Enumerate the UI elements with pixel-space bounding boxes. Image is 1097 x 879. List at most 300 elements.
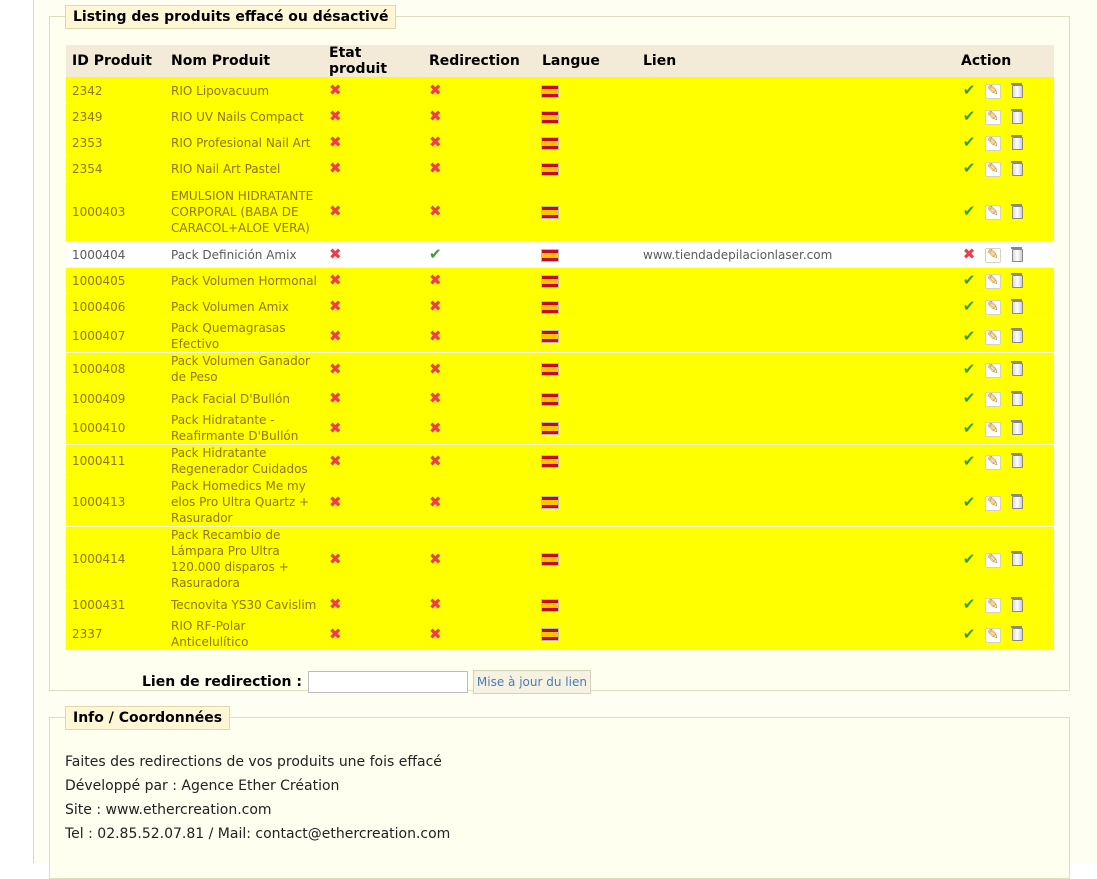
cell-action <box>955 478 1054 527</box>
cell-redirect <box>423 527 536 592</box>
check-icon: ✔ <box>962 81 976 99</box>
cross-icon: ✖ <box>329 297 342 315</box>
cross-icon: ✖ <box>429 326 442 345</box>
delete-action-button[interactable] <box>1009 421 1025 437</box>
cross-icon: ✖ <box>429 595 442 613</box>
cell-name: Pack Homedics Me my elos Pro Ultra Quartz + Rasurador <box>165 478 323 527</box>
cell-redirect <box>423 130 536 156</box>
table-row <box>66 78 1054 104</box>
cell-action <box>955 156 1054 182</box>
cell-link <box>637 320 955 353</box>
cell-name: Tecnovita YS30 Cavislim <box>165 592 323 618</box>
cell-redirect <box>423 478 536 527</box>
pencil-icon: ✎ <box>985 136 1001 151</box>
update-link-button[interactable]: Mise à jour du lien <box>473 670 591 694</box>
cell-name: Pack Quemagrasas Efectivo <box>165 320 323 353</box>
edit-action-button[interactable] <box>985 135 1001 151</box>
info-line-description: Faites des redirections de vos produits une fois effacé <box>65 754 442 770</box>
delete-action-button[interactable] <box>1009 454 1025 470</box>
delete-action-button[interactable] <box>1009 299 1025 315</box>
info-fieldset <box>49 710 1070 879</box>
cross-icon: ✖ <box>329 81 342 99</box>
cross-icon: ✖ <box>329 549 342 568</box>
trash-icon <box>1012 275 1023 288</box>
table-row <box>66 320 1054 353</box>
cell-language <box>536 353 637 386</box>
cell-link <box>637 478 955 527</box>
cross-icon: ✖ <box>329 359 342 378</box>
edit-action-button[interactable] <box>985 552 1001 568</box>
cell-name: Pack Volumen Hormonal <box>165 268 323 294</box>
check-icon: ✔ <box>962 107 976 125</box>
cell-redirect <box>423 412 536 445</box>
edit-action-button[interactable] <box>985 329 1001 345</box>
cell-language <box>536 242 637 268</box>
spain-flag-icon <box>542 554 558 565</box>
cross-icon: ✖ <box>329 418 342 437</box>
table-row <box>66 242 1054 268</box>
cell-redirect <box>423 353 536 386</box>
cell-link <box>637 527 955 592</box>
edit-action-button[interactable] <box>985 391 1001 407</box>
cell-id: 1000404 <box>66 242 165 268</box>
table-row <box>66 592 1054 618</box>
cell-link <box>637 78 955 104</box>
cell-state <box>323 320 423 353</box>
cell-id: 1000405 <box>66 268 165 294</box>
cell-state <box>323 130 423 156</box>
cross-icon: ✖ <box>429 202 442 220</box>
table-row <box>66 104 1054 130</box>
trash-icon <box>1012 85 1023 98</box>
cell-name: RIO Nail Art Pastel <box>165 156 323 182</box>
cross-icon: ✖ <box>429 418 442 437</box>
cell-name: EMULSION HIDRATANTE CORPORAL (BABA DE CARACOL+ALOE VERA) <box>165 182 323 242</box>
cross-icon: ✖ <box>429 359 442 378</box>
cell-action <box>955 353 1054 386</box>
spain-flag-icon <box>542 629 558 640</box>
edit-action-button[interactable] <box>985 161 1001 177</box>
cross-icon: ✖ <box>429 624 442 643</box>
pencil-icon: ✎ <box>985 496 1001 511</box>
pencil-icon: ✎ <box>985 422 1001 437</box>
activate-action-button[interactable] <box>961 596 977 613</box>
cell-link <box>637 386 955 412</box>
cell-action <box>955 242 1054 268</box>
cell-id: 1000431 <box>66 592 165 618</box>
cell-name: Pack Facial D'Bullón <box>165 386 323 412</box>
delete-action-button[interactable] <box>1009 597 1025 613</box>
check-icon: ✔ <box>962 271 976 289</box>
cell-link: www.tiendadepilacionlaser.com <box>637 242 955 268</box>
spain-flag-icon <box>542 112 558 123</box>
info-line-developer: Développé par : Agence Ether Création <box>65 778 340 794</box>
spain-flag-icon <box>542 207 558 218</box>
cell-redirect <box>423 104 536 130</box>
cell-redirect <box>423 182 536 242</box>
activate-action-button[interactable] <box>961 272 977 289</box>
cell-state <box>323 445 423 478</box>
delete-action-button[interactable] <box>1009 362 1025 378</box>
col-header-language: Langue <box>536 45 637 78</box>
cell-link <box>637 130 955 156</box>
spain-flag-icon <box>542 600 558 611</box>
cell-language <box>536 156 637 182</box>
cell-language <box>536 445 637 478</box>
cell-link <box>637 618 955 651</box>
activate-action-button[interactable] <box>961 453 977 470</box>
cell-name: RIO UV Nails Compact <box>165 104 323 130</box>
trash-icon <box>1012 163 1023 176</box>
activate-action-button[interactable] <box>961 108 977 125</box>
delete-action-button[interactable] <box>1009 552 1025 568</box>
cell-language <box>536 130 637 156</box>
cell-language <box>536 320 637 353</box>
cross-icon: ✖ <box>429 297 442 315</box>
spain-flag-icon <box>542 250 558 261</box>
check-icon: ✔ <box>962 202 976 220</box>
cell-action <box>955 78 1054 104</box>
table-row <box>66 268 1054 294</box>
cell-language <box>536 268 637 294</box>
cross-icon: ✖ <box>429 549 442 568</box>
cell-action <box>955 320 1054 353</box>
cross-icon: ✖ <box>429 451 442 470</box>
check-icon: ✔ <box>962 389 976 407</box>
cross-icon: ✖ <box>329 159 342 177</box>
pencil-icon: ✎ <box>985 553 1001 568</box>
cross-icon: ✖ <box>329 107 342 125</box>
col-header-id: ID Produit <box>66 45 165 78</box>
cell-redirect <box>423 242 536 268</box>
cell-id: 2353 <box>66 130 165 156</box>
cell-link <box>637 592 955 618</box>
cell-name: RIO Profesional Nail Art <box>165 130 323 156</box>
edit-action-button[interactable] <box>985 273 1001 289</box>
delete-action-button[interactable] <box>1009 204 1025 220</box>
activate-action-button[interactable] <box>961 361 977 378</box>
check-icon: ✔ <box>962 595 976 613</box>
cell-name: Pack Recambio de Lámpara Pro Ultra 120.000 disparos + Rasuradora <box>165 527 323 592</box>
activate-action-button[interactable] <box>961 626 977 643</box>
spain-flag-icon <box>542 497 558 508</box>
cell-language <box>536 618 637 651</box>
cell-id: 1000413 <box>66 478 165 527</box>
cell-state <box>323 104 423 130</box>
cell-action <box>955 386 1054 412</box>
trash-icon <box>1012 422 1023 435</box>
redirect-form <box>142 669 591 695</box>
cell-link <box>637 182 955 242</box>
listing-fieldset <box>49 9 1070 691</box>
check-icon: ✔ <box>962 549 976 568</box>
cell-link <box>637 412 955 445</box>
cell-id: 1000406 <box>66 294 165 320</box>
page-container <box>33 0 1097 863</box>
spain-flag-icon <box>542 302 558 313</box>
delete-action-button[interactable] <box>1009 247 1025 263</box>
cell-state <box>323 386 423 412</box>
info-legend: Info / Coordonnées <box>65 706 230 730</box>
cross-icon: ✖ <box>429 492 442 511</box>
cell-language <box>536 104 637 130</box>
cell-link <box>637 156 955 182</box>
spain-flag-icon <box>542 423 558 434</box>
check-icon: ✔ <box>962 159 976 177</box>
cross-icon: ✖ <box>329 202 342 220</box>
check-icon: ✔ <box>962 297 976 315</box>
cell-id: 2337 <box>66 618 165 651</box>
table-row <box>66 386 1054 412</box>
cell-id: 2342 <box>66 78 165 104</box>
table-row <box>66 527 1054 592</box>
check-icon: ✔ <box>962 492 976 511</box>
redirect-input[interactable] <box>308 671 468 693</box>
cell-id: 1000410 <box>66 412 165 445</box>
cross-icon: ✖ <box>429 389 442 407</box>
check-icon: ✔ <box>962 451 976 470</box>
trash-icon <box>1012 455 1023 468</box>
cell-redirect <box>423 618 536 651</box>
pencil-icon: ✎ <box>985 363 1001 378</box>
pencil-icon: ✎ <box>985 598 1001 613</box>
cell-state <box>323 618 423 651</box>
spain-flag-icon <box>542 394 558 405</box>
cell-id: 1000403 <box>66 182 165 242</box>
cell-state <box>323 156 423 182</box>
cross-icon: ✖ <box>329 245 342 263</box>
delete-action-button[interactable] <box>1009 109 1025 125</box>
cell-action <box>955 294 1054 320</box>
table-header-row <box>66 45 1054 78</box>
cell-state <box>323 182 423 242</box>
cell-action <box>955 592 1054 618</box>
spain-flag-icon <box>542 86 558 97</box>
table-row <box>66 294 1054 320</box>
delete-action-button[interactable] <box>1009 135 1025 151</box>
activate-action-button[interactable] <box>961 390 977 407</box>
pencil-icon: ✎ <box>985 330 1001 345</box>
cell-redirect <box>423 592 536 618</box>
edit-action-button[interactable] <box>985 421 1001 437</box>
pencil-icon: ✎ <box>985 162 1001 177</box>
activate-action-button[interactable] <box>961 82 977 99</box>
cell-language <box>536 182 637 242</box>
edit-action-button[interactable] <box>985 109 1001 125</box>
edit-action-button[interactable] <box>985 362 1001 378</box>
delete-action-button[interactable] <box>1009 329 1025 345</box>
pencil-icon: ✎ <box>985 455 1001 470</box>
check-icon: ✔ <box>962 418 976 437</box>
pencil-icon: ✎ <box>985 205 1001 220</box>
pencil-icon: ✎ <box>985 392 1001 407</box>
activate-action-button[interactable] <box>961 134 977 151</box>
trash-icon <box>1012 628 1023 641</box>
col-header-action: Action <box>955 45 1054 78</box>
delete-action-button[interactable] <box>1009 627 1025 643</box>
edit-action-button[interactable] <box>985 597 1001 613</box>
cross-icon: ✖ <box>329 389 342 407</box>
col-header-link: Lien <box>637 45 955 78</box>
spain-flag-icon <box>542 276 558 287</box>
trash-icon <box>1012 330 1023 343</box>
products-table <box>66 45 1054 651</box>
trash-icon <box>1012 249 1023 262</box>
cell-action <box>955 618 1054 651</box>
activate-action-button[interactable] <box>961 551 977 568</box>
cell-id: 1000414 <box>66 527 165 592</box>
deactivate-action-button[interactable] <box>961 246 977 263</box>
pencil-icon: ✎ <box>985 84 1001 99</box>
edit-action-button[interactable] <box>985 495 1001 511</box>
cross-icon: ✖ <box>329 624 342 643</box>
edit-action-button[interactable] <box>985 627 1001 643</box>
cell-state <box>323 412 423 445</box>
spain-flag-icon <box>542 138 558 149</box>
cross-icon: ✖ <box>429 159 442 177</box>
pencil-icon: ✎ <box>985 628 1001 643</box>
cell-state <box>323 527 423 592</box>
cell-id: 1000407 <box>66 320 165 353</box>
trash-icon <box>1012 553 1023 566</box>
pencil-icon: ✎ <box>985 300 1001 315</box>
check-icon: ✔ <box>962 133 976 151</box>
cell-action <box>955 412 1054 445</box>
activate-action-button[interactable] <box>961 494 977 511</box>
delete-action-button[interactable] <box>1009 83 1025 99</box>
cell-name: Pack Hidratante - Reafirmante D'Bullón <box>165 412 323 445</box>
cell-state <box>323 268 423 294</box>
cross-icon: ✖ <box>429 81 442 99</box>
cross-icon: ✖ <box>329 133 342 151</box>
cell-action <box>955 104 1054 130</box>
cross-icon: ✖ <box>329 595 342 613</box>
cell-language <box>536 294 637 320</box>
cell-language <box>536 386 637 412</box>
cell-redirect <box>423 294 536 320</box>
trash-icon <box>1012 137 1023 150</box>
cell-action <box>955 268 1054 294</box>
cell-redirect <box>423 320 536 353</box>
cell-name: Pack Hidratante Regenerador Cuidados <box>165 445 323 478</box>
trash-icon <box>1012 363 1023 376</box>
listing-legend: Listing des produits effacé ou désactivé <box>65 5 396 29</box>
cell-state <box>323 242 423 268</box>
cell-name: RIO RF-Polar Anticelulítico <box>165 618 323 651</box>
trash-icon <box>1012 111 1023 124</box>
activate-action-button[interactable] <box>961 203 977 220</box>
cell-id: 1000409 <box>66 386 165 412</box>
info-line-contact: Tel : 02.85.52.07.81 / Mail: contact@ethercreation.com <box>65 826 451 842</box>
cell-id: 1000411 <box>66 445 165 478</box>
cross-icon: ✖ <box>329 271 342 289</box>
cell-language <box>536 592 637 618</box>
cross-icon: ✖ <box>962 245 976 263</box>
edit-action-button[interactable] <box>985 299 1001 315</box>
cell-id: 2349 <box>66 104 165 130</box>
spain-flag-icon <box>542 364 558 375</box>
trash-icon <box>1012 301 1023 314</box>
table-row <box>66 182 1054 242</box>
cell-link <box>637 104 955 130</box>
cell-action <box>955 182 1054 242</box>
check-icon: ✔ <box>962 326 976 345</box>
table-row <box>66 156 1054 182</box>
cross-icon: ✖ <box>329 492 342 511</box>
cell-action <box>955 130 1054 156</box>
cell-action <box>955 445 1054 478</box>
edit-action-button[interactable] <box>985 204 1001 220</box>
cell-name: Pack Volumen Ganador de Peso <box>165 353 323 386</box>
edit-action-button[interactable] <box>985 454 1001 470</box>
cell-name: Pack Volumen Amix <box>165 294 323 320</box>
cell-state <box>323 353 423 386</box>
cell-redirect <box>423 268 536 294</box>
delete-action-button[interactable] <box>1009 273 1025 289</box>
cross-icon: ✖ <box>429 271 442 289</box>
spain-flag-icon <box>542 331 558 342</box>
table-row <box>66 130 1054 156</box>
table-body <box>66 78 1054 651</box>
delete-action-button[interactable] <box>1009 495 1025 511</box>
col-header-name: Nom Produit <box>165 45 323 78</box>
cell-state <box>323 478 423 527</box>
cell-id: 2354 <box>66 156 165 182</box>
table-row <box>66 353 1054 386</box>
check-icon: ✔ <box>962 359 976 378</box>
trash-icon <box>1012 206 1023 219</box>
spain-flag-icon <box>542 164 558 175</box>
activate-action-button[interactable] <box>961 328 977 345</box>
cell-redirect <box>423 156 536 182</box>
cross-icon: ✖ <box>329 326 342 345</box>
cell-action <box>955 527 1054 592</box>
pencil-icon: ✎ <box>985 274 1001 289</box>
activate-action-button[interactable] <box>961 420 977 437</box>
redirect-label: Lien de redirection : <box>142 674 302 690</box>
cell-state <box>323 78 423 104</box>
cell-language <box>536 412 637 445</box>
cell-name: RIO Lipovacuum <box>165 78 323 104</box>
table-row <box>66 478 1054 527</box>
activate-action-button[interactable] <box>961 160 977 177</box>
pencil-icon: ✎ <box>985 248 1001 263</box>
cell-redirect <box>423 386 536 412</box>
spain-flag-icon <box>542 456 558 467</box>
cross-icon: ✖ <box>329 451 342 470</box>
cell-name: Pack Definición Amix <box>165 242 323 268</box>
activate-action-button[interactable] <box>961 298 977 315</box>
info-line-site: Site : www.ethercreation.com <box>65 802 272 818</box>
cell-language <box>536 78 637 104</box>
delete-action-button[interactable] <box>1009 161 1025 177</box>
cell-redirect <box>423 78 536 104</box>
trash-icon <box>1012 599 1023 612</box>
table-row <box>66 618 1054 651</box>
edit-action-button[interactable] <box>985 247 1001 263</box>
trash-icon <box>1012 496 1023 509</box>
pencil-icon: ✎ <box>985 110 1001 125</box>
cell-link <box>637 268 955 294</box>
delete-action-button[interactable] <box>1009 391 1025 407</box>
cell-language <box>536 478 637 527</box>
cross-icon: ✖ <box>429 133 442 151</box>
cross-icon: ✖ <box>429 107 442 125</box>
trash-icon <box>1012 393 1023 406</box>
cell-link <box>637 294 955 320</box>
edit-action-button[interactable] <box>985 83 1001 99</box>
cell-state <box>323 294 423 320</box>
